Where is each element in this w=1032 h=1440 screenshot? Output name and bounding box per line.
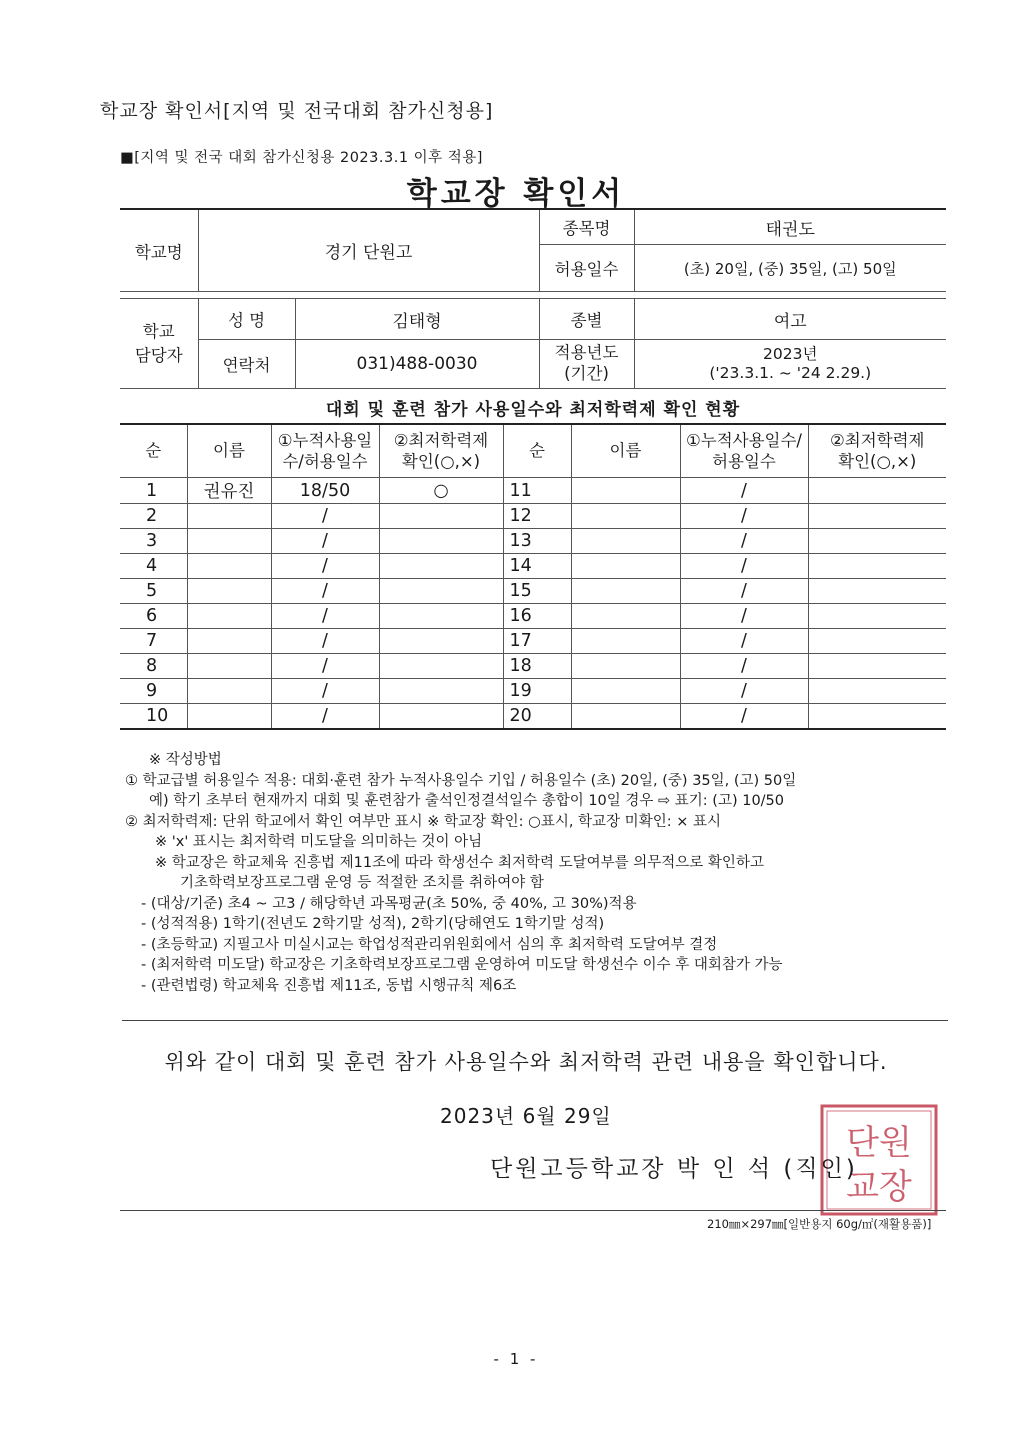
col-check-right-line2: 확인(○,×) [838, 452, 917, 471]
row-check-right [808, 604, 946, 629]
row-check [379, 629, 503, 654]
row-used-days-right: / [680, 629, 808, 654]
manager-label [120, 299, 198, 389]
principal-signature: 단원고등학교장 박 인 석 (직인) [490, 1156, 858, 1182]
row-name [187, 579, 271, 604]
col-check [379, 424, 503, 478]
row-name [187, 554, 271, 579]
row-number-right: 20 [503, 704, 571, 730]
row-used-days-right: / [680, 579, 808, 604]
row-name-right [571, 654, 680, 679]
table-row [120, 504, 946, 529]
row-gap [120, 292, 946, 299]
row-check-right [808, 629, 946, 654]
row-used-days: / [271, 704, 379, 730]
col-days-right-line1: ①누적사용일수/ [686, 430, 802, 450]
name-value: 김태형 [295, 299, 539, 340]
row-used-days: / [271, 604, 379, 629]
row-used-days-right: / [680, 654, 808, 679]
row-check-right [808, 679, 946, 704]
page-number: - 1 - [493, 1350, 539, 1368]
col-check-line2: 확인(○,×) [401, 452, 481, 471]
row-number-right: 16 [503, 604, 571, 629]
col-name: 이름 [187, 424, 271, 478]
row-used-days: 18/50 [271, 478, 379, 504]
note-line-2: 예) 학기 초부터 현재까지 대회 및 훈련참가 출석인정결석일수 총합이 10일 경우 ⇨ 표기: (고) 10/50 [149, 793, 785, 809]
footer-divider [120, 1210, 946, 1211]
col-check-line1: ②최저학력제 [393, 430, 489, 450]
row-number: 4 [120, 554, 187, 579]
row-check [379, 529, 503, 554]
year-value [634, 340, 946, 389]
row-name: 권유진 [187, 478, 271, 504]
category-value: 여고 [634, 299, 946, 340]
row-used-days: / [271, 554, 379, 579]
row-check [379, 604, 503, 629]
row-check [379, 679, 503, 704]
note-line-6: 기초학력보장프로그램 운영 등 적절한 조치를 취하여야 함 [180, 875, 544, 891]
row-number: 10 [120, 704, 187, 730]
row-name-right [571, 504, 680, 529]
divider [122, 1020, 948, 1021]
table-row [120, 604, 946, 629]
row-used-days-right: / [680, 478, 808, 504]
row-check [379, 704, 503, 730]
note-line-5: ※ 학교장은 학교체육 진흥법 제11조에 따라 학생선수 최저학력 도달여부를 의무적으로 확인하고 [155, 854, 764, 871]
year-label-line2: (기간) [564, 364, 609, 383]
row-number-right: 19 [503, 679, 571, 704]
row-check-right [808, 478, 946, 504]
col-name-right: 이름 [571, 424, 680, 478]
row-name-right [571, 704, 680, 730]
row-used-days: / [271, 629, 379, 654]
row-used-days-right: / [680, 704, 808, 730]
col-check-right [808, 424, 946, 478]
row-check [379, 654, 503, 679]
row-number: 1 [120, 478, 187, 504]
table-row [120, 654, 946, 679]
row-number: 2 [120, 504, 187, 529]
row-name-right [571, 679, 680, 704]
row-check-right [808, 579, 946, 604]
col-days-right [680, 424, 808, 478]
col-check-right-line1: ②최저학력제 [830, 430, 925, 450]
manager-label-line2: 담당자 [134, 345, 183, 365]
name-label: 성 명 [198, 299, 295, 340]
row-name [187, 529, 271, 554]
row-check [379, 504, 503, 529]
roster-table [120, 423, 946, 730]
info-table [120, 208, 946, 389]
row-number-right: 11 [503, 478, 571, 504]
year-value-line2: ('23.3.1. ~ '24 2.29.) [709, 364, 872, 382]
row-number-right: 13 [503, 529, 571, 554]
page-title: 학교장 확인서 [406, 176, 626, 212]
row-number: 9 [120, 679, 187, 704]
row-used-days: / [271, 529, 379, 554]
row-name [187, 679, 271, 704]
row-check-right [808, 654, 946, 679]
row-used-days-right: / [680, 504, 808, 529]
row-number: 8 [120, 654, 187, 679]
row-name-right [571, 629, 680, 654]
contact-value: 031)488-0030 [295, 340, 539, 389]
event-value: 태권도 [634, 209, 946, 245]
row-used-days-right: / [680, 679, 808, 704]
row-check-right [808, 504, 946, 529]
table-row [120, 579, 946, 604]
row-name [187, 654, 271, 679]
school-value: 경기 단원고 [198, 209, 539, 292]
school-label: 학교명 [120, 209, 198, 292]
row-used-days: / [271, 654, 379, 679]
table-row [120, 704, 946, 730]
note-line-3: ② 최저학력제: 단위 학교에서 확인 여부만 표시 ※ 학교장 확인: ○표시, 학교장 미확인: × 표시 [125, 813, 721, 830]
row-number: 7 [120, 629, 187, 654]
year-label-line1: 적용년도 [554, 343, 619, 363]
col-days [271, 424, 379, 478]
row-used-days: / [271, 679, 379, 704]
col-num: 순 [120, 424, 187, 478]
note-line-7: - (대상/기준) 초4 ~ 고3 / 해당학년 과목평균(초 50%, 중 40%, 고 30%)적용 [141, 895, 637, 912]
note-line-10: - (최저학력 미도달) 학교장은 기초학력보장프로그램 운영하여 미도달 학생선수 이수 후 대회참가 가능 [141, 957, 783, 973]
notes-heading: ※ 작성방법 [149, 752, 222, 768]
row-number: 6 [120, 604, 187, 629]
year-value-line1: 2023년 [763, 344, 818, 363]
row-check: ○ [379, 478, 503, 504]
category-label: 종별 [539, 299, 634, 340]
row-check [379, 554, 503, 579]
roster-section-title: 대회 및 훈련 참가 사용일수와 최저학력제 확인 현황 [325, 400, 741, 420]
row-number-right: 15 [503, 579, 571, 604]
paper-spec: 210㎜×297㎜[일반용지 60g/㎡(재활용품)] [707, 1217, 932, 1231]
col-num-right: 순 [503, 424, 571, 478]
row-name-right [571, 529, 680, 554]
row-number-right: 14 [503, 554, 571, 579]
row-used-days-right: / [680, 529, 808, 554]
row-used-days-right: / [680, 604, 808, 629]
row-number-right: 18 [503, 654, 571, 679]
note-line-8: - (성적적용) 1학기(전년도 2학기말 성적), 2학기(당해연도 1학기말 성적) [141, 916, 605, 932]
row-used-days: / [271, 504, 379, 529]
table-row [120, 554, 946, 579]
svg-text:교장: 교장 [846, 1167, 912, 1207]
note-line-4: ※ 'x' 표시는 최저학력 미도달을 의미하는 것이 아님 [155, 834, 483, 850]
row-name [187, 604, 271, 629]
col-days-line1: ①누적사용일 [277, 430, 373, 450]
contact-label: 연락처 [198, 340, 295, 389]
row-check-right [808, 529, 946, 554]
note-line-11: - (관련법령) 학교체육 진흥법 제11조, 동법 시행규칙 제6조 [141, 977, 517, 994]
col-days-right-line2: 허용일수 [712, 452, 776, 471]
table-row [120, 629, 946, 654]
table-row [120, 679, 946, 704]
confirmation-statement: 위와 같이 대회 및 훈련 참가 사용일수와 최저학력 관련 내용을 확인합니다. [164, 1050, 888, 1074]
year-label [539, 340, 634, 389]
row-used-days: / [271, 579, 379, 604]
row-check-right [808, 704, 946, 730]
svg-text:단원: 단원 [846, 1123, 912, 1163]
row-used-days-right: / [680, 554, 808, 579]
event-label: 종목명 [539, 209, 634, 245]
allowed-days-value: (초) 20일, (중) 35일, (고) 50일 [634, 245, 946, 292]
row-name [187, 629, 271, 654]
allowed-days-label: 허용일수 [539, 245, 634, 292]
roster-header-row [120, 424, 946, 478]
writing-instructions [125, 750, 796, 996]
row-number: 3 [120, 529, 187, 554]
row-check [379, 579, 503, 604]
note-line-9: - (초등학교) 지필고사 미실시교는 학업성적관리위원회에서 심의 후 최저학력 도달여부 결정 [141, 936, 718, 953]
row-number-right: 12 [503, 504, 571, 529]
row-number: 5 [120, 579, 187, 604]
row-name-right [571, 554, 680, 579]
roster-body [120, 478, 946, 730]
row-name [187, 504, 271, 529]
table-row [120, 529, 946, 554]
row-name [187, 704, 271, 730]
confirmation-date: 2023년 6월 29일 [440, 1104, 612, 1128]
row-number-right: 17 [503, 629, 571, 654]
row-name-right [571, 478, 680, 504]
row-name-right [571, 604, 680, 629]
col-days-line2: 수/허용일수 [282, 452, 368, 471]
note-line-1: ① 학교급별 허용일수 적용: 대회·훈련 참가 누적사용일수 기입 / 허용일수 (초) 20일, (중) 35일, (고) 50일 [125, 772, 797, 789]
table-row [120, 478, 946, 504]
row-name-right [571, 579, 680, 604]
form-subtitle: ■[지역 및 전국 대회 참가신청용 2023.3.1 이후 적용] [120, 150, 483, 166]
manager-label-line1: 학교 [142, 321, 175, 341]
form-label: 학교장 확인서[지역 및 전국대회 참가신청용] [100, 100, 494, 122]
row-check-right [808, 554, 946, 579]
